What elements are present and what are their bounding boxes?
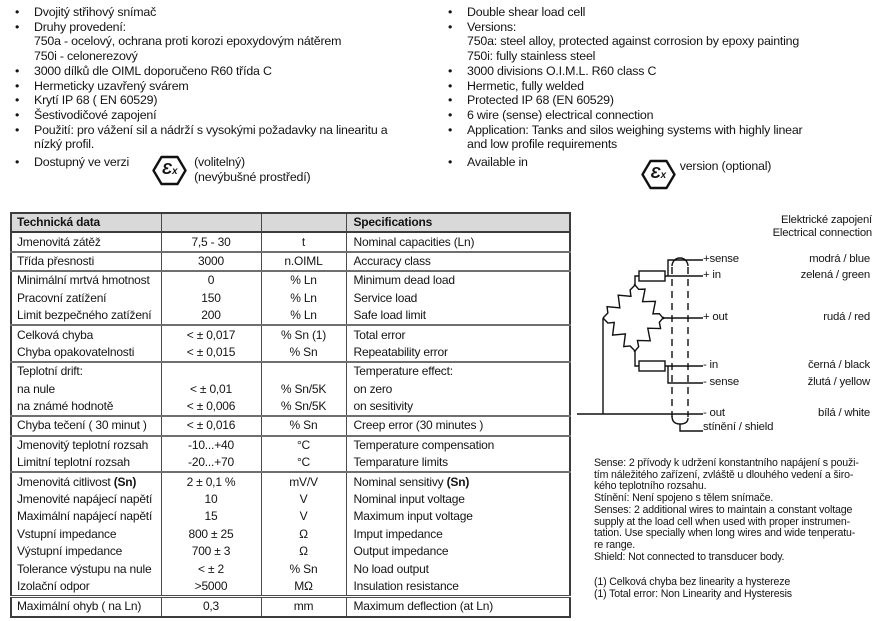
- value-cell: -20...+70: [161, 454, 261, 472]
- table-row: [11, 597, 570, 617]
- ex-atex-icon: [152, 155, 187, 186]
- czech-label-cell: Izolační odpor: [17, 579, 90, 593]
- unit-cell: MΩ: [261, 578, 346, 597]
- signal-label: + in: [703, 269, 721, 281]
- shield-hook: [672, 416, 688, 424]
- table-row: [11, 543, 570, 560]
- value-cell: < ± 0,015: [161, 344, 261, 362]
- value-cell: 7,5 - 30: [161, 232, 261, 251]
- czech-bullet-lines: [10, 5, 442, 152]
- table-row: [11, 491, 570, 508]
- ex-row-text: Available in: [467, 155, 528, 170]
- czech-label-cell: Tolerance výstupu na nule: [17, 561, 152, 576]
- list-item: [10, 108, 442, 123]
- czech-label-cell: Jmenovitý teplotní rozsah: [11, 436, 161, 454]
- list-item: [10, 5, 442, 20]
- signal-label: - out: [703, 407, 725, 419]
- bullet-icon: [443, 137, 467, 152]
- list-item-text: and low profile requirements: [467, 137, 618, 152]
- unit-cell: n.OIML: [261, 252, 346, 271]
- table-row: [11, 526, 570, 543]
- bullet-icon: •: [15, 107, 20, 122]
- bullet-icon: [10, 137, 34, 152]
- english-label-cell: on sesitivity: [353, 399, 413, 414]
- unit-cell: % Sn: [261, 560, 346, 577]
- table-row: [11, 508, 570, 525]
- value-cell: [161, 362, 261, 380]
- note-line: tation. Use specially when long wires and wide tenperatu-: [594, 527, 856, 540]
- list-item-text: 6 wire (sense) electrical connection: [467, 107, 654, 122]
- unit-cell: mV/V: [261, 472, 346, 490]
- intro-czech-list: [10, 5, 442, 186]
- value-cell: 0,3: [161, 597, 261, 617]
- unit-cell: mm: [261, 597, 346, 617]
- bullet-icon: [443, 49, 467, 64]
- czech-label-cell: Chyba opakovatelnosti: [17, 344, 135, 359]
- unit-cell: % Ln: [261, 307, 346, 325]
- value-cell: 700 ± 3: [161, 543, 261, 560]
- value-cell: < ± 0,01: [161, 381, 261, 398]
- value-cell: 2 ± 0,1 %: [161, 472, 261, 490]
- value-cell: 0: [161, 271, 261, 289]
- bullet-icon: •: [15, 19, 20, 34]
- unit-cell: Ω: [261, 526, 346, 543]
- list-item-text: Použití: pro vážení sil a nádrží s vysokými požadavky na linearitu a: [34, 122, 388, 137]
- connection-title-cz: Elektrické zapojení: [780, 214, 872, 226]
- table-row: [11, 381, 570, 398]
- czech-label-cell: na známé hodnotě: [17, 399, 114, 414]
- list-item: [10, 137, 442, 152]
- bullet-icon: •: [15, 63, 20, 78]
- wire-color-label: černá / black: [808, 359, 870, 371]
- bullet-icon: •: [448, 155, 453, 170]
- table-row: [11, 362, 570, 380]
- list-item: [443, 137, 893, 152]
- note-line: Senses: 2 additional wires to maintain a constant voltage: [594, 503, 853, 516]
- czech-label-cell: Výstupní impedance: [17, 544, 123, 559]
- value-cell: < ± 2: [161, 560, 261, 577]
- czech-label-cell: Limitní teplotní rozsah: [17, 455, 130, 470]
- value-cell: 15: [161, 508, 261, 525]
- table-row: [11, 344, 570, 362]
- bullet-icon: •: [448, 78, 453, 93]
- czech-label-cell: Jmenovitá zátěž: [11, 232, 161, 251]
- list-item: [443, 49, 893, 64]
- list-item: [10, 93, 442, 108]
- intro-english-list: [443, 5, 893, 190]
- czech-label-cell: Jmenovité napájecí napětí: [17, 492, 153, 507]
- list-item: [443, 64, 893, 79]
- note-line: Sense: 2 přívody k udržení konstantního napájení s použi-: [594, 457, 859, 469]
- compensation-resistor-icon: [639, 361, 665, 371]
- technical-data-table: [10, 212, 571, 618]
- list-item-text: Dvojitý střihový snímač: [34, 5, 157, 19]
- signal-label: + out: [703, 311, 728, 323]
- list-item-text: Hermeticky uzavřený svárem: [34, 78, 189, 93]
- header-value: [161, 213, 261, 232]
- table-row: [11, 271, 570, 289]
- czech-label-cell: Pracovní zatížení: [17, 290, 107, 305]
- czech-label-cell: Chyba tečení ( 30 minut ): [11, 416, 161, 435]
- signal-label: stínění / shield: [703, 421, 774, 433]
- english-label-cell: Nominal sensitivy (Sn): [346, 472, 570, 490]
- ex-logo-text: Ɛx: [650, 165, 666, 183]
- bullet-icon: •: [448, 107, 453, 122]
- value-cell: 800 ± 25: [161, 526, 261, 543]
- bullet-icon: •: [448, 122, 453, 137]
- unit-cell: % Sn/5K: [261, 398, 346, 416]
- unit-cell: % Sn (1): [261, 325, 346, 343]
- table-row: [11, 454, 570, 472]
- list-item-text: 750a - ocelový, ochrana proti korozi epoxydovým nátěrem: [34, 34, 342, 49]
- compensation-resistor-icon: [639, 271, 665, 281]
- unit-cell: % Ln: [261, 290, 346, 307]
- bullet-icon: [443, 34, 467, 49]
- list-item: [10, 20, 442, 35]
- footnote-line: (1) Total error: Non Linearity and Hysteresis: [594, 587, 792, 600]
- czech-label-cell: na nule: [17, 381, 55, 396]
- list-item-text: Hermetic, fully welded: [467, 78, 584, 93]
- list-item: [10, 79, 442, 94]
- note-line: supply at the load cell when used with proper instrumen-: [594, 515, 850, 528]
- english-label-cell: Output impedance: [353, 544, 449, 559]
- list-item: [10, 64, 442, 79]
- list-item: [443, 79, 893, 94]
- note-line: tím náležitého zařízení, zvláště u dlouhého vedení a širo-: [594, 468, 854, 481]
- list-item: [443, 34, 893, 49]
- bridge-resistor-icon: [630, 314, 667, 356]
- czech-label-cell: Minimální mrtvá hmotnost: [11, 271, 161, 289]
- ex-option-note-en: version (optional): [679, 159, 772, 174]
- english-label-cell: Temperature effect:: [346, 362, 570, 380]
- header-unit: [261, 213, 346, 232]
- wire-color-label: žlutá / yellow: [807, 376, 870, 388]
- czech-label-cell: Teplotní drift:: [11, 362, 161, 380]
- english-label-cell: Maximum deflection (at Ln): [346, 597, 570, 617]
- english-label-cell: Repeatability error: [353, 344, 448, 359]
- english-label-cell: Maximum input voltage: [353, 509, 473, 524]
- list-item-text: 3000 dílků dle OIML doporučeno R60 třída C: [34, 63, 272, 78]
- ex-row-text: Dostupný ve verzi: [34, 155, 130, 170]
- list-item: [443, 5, 893, 20]
- list-item: [10, 49, 442, 64]
- english-label-cell: Service load: [353, 290, 418, 305]
- ex-atex-icon: [641, 159, 676, 190]
- bridge-resistor-icon: [599, 282, 638, 322]
- english-label-cell: Insulation resistance: [353, 579, 459, 593]
- english-label-cell: Total error: [346, 325, 570, 343]
- english-label-cell: Temperature compensation: [346, 436, 570, 454]
- table-row: [11, 560, 570, 577]
- signal-label: +sense: [703, 253, 739, 265]
- unit-cell: % Sn: [261, 344, 346, 362]
- value-cell: 150: [161, 290, 261, 307]
- czech-label-cell: Celková chyba: [11, 325, 161, 343]
- ex-option-note-cz: (volitelný) (nevýbušné prostředí): [194, 155, 311, 184]
- unit-cell: Ω: [261, 543, 346, 560]
- english-label-cell: Creep error (30 minutes ): [346, 416, 570, 435]
- list-item-text: nízký profil.: [34, 137, 95, 152]
- bullet-icon: •: [15, 5, 20, 19]
- bullet-icon: [10, 49, 34, 64]
- table-row: [11, 416, 570, 435]
- shield-stub-wire: [680, 424, 703, 431]
- table-row: [11, 325, 570, 343]
- wire-color-label: modrá / blue: [809, 253, 870, 265]
- cable-shield-dashes: [672, 267, 688, 417]
- list-item: [10, 123, 442, 138]
- bridge-resistor-icon: [599, 315, 638, 355]
- english-label-cell: No load output: [353, 561, 429, 576]
- footnotes: [594, 577, 892, 600]
- list-item: [443, 93, 893, 108]
- unit-cell: °C: [261, 454, 346, 472]
- list-item: [443, 123, 893, 138]
- english-label-cell: Safe load limit: [353, 308, 426, 323]
- bullet-icon: •: [15, 78, 20, 93]
- unit-cell: V: [261, 508, 346, 525]
- available-version-row-cz: [10, 155, 442, 186]
- bullet-icon: •: [448, 19, 453, 34]
- english-label-cell: Imput impedance: [353, 526, 443, 541]
- value-cell: < ± 0,017: [161, 325, 261, 343]
- bullet-icon: •: [15, 93, 20, 108]
- czech-label-cell: Maximální ohyb ( na Ln): [11, 597, 161, 617]
- list-item-text: Šestivodičové zapojení: [34, 107, 157, 122]
- list-item-text: 3000 divisions O.I.M.L. R60 class C: [467, 63, 657, 78]
- english-label-cell: Temparature limits: [353, 455, 448, 470]
- czech-label-cell: Třída přesnosti: [11, 252, 161, 271]
- list-item: [443, 20, 893, 35]
- table-row: [11, 578, 570, 597]
- note-line: Shield: Not connected to transducer body.: [594, 550, 785, 563]
- list-item-text: Protected IP 68 (EN 60529): [467, 93, 614, 108]
- connection-notes: [594, 458, 892, 563]
- list-item-text: 750i - celonerezový: [34, 49, 138, 64]
- english-label-cell: Nominal capacities (Ln): [346, 232, 570, 251]
- table-row: [11, 290, 570, 307]
- list-item-text: Double shear load cell: [467, 5, 586, 19]
- bullet-icon: •: [448, 93, 453, 108]
- connection-title: [660, 214, 872, 239]
- english-label-cell: Accuracy class: [346, 252, 570, 271]
- unit-cell: % Ln: [261, 271, 346, 289]
- unit-cell: t: [261, 232, 346, 251]
- list-item-text: Druhy provedení:: [34, 19, 126, 34]
- signal-label: - sense: [703, 376, 739, 388]
- note-line: kého teplotního rozsahu.: [594, 480, 707, 493]
- table-header-row: [11, 213, 570, 232]
- list-item: [10, 34, 442, 49]
- list-item-text: Application: Tanks and silos weighing systems with highly linear: [467, 122, 803, 137]
- list-item-text: 750i: fully stainless steel: [467, 49, 596, 64]
- list-item-text: Versions:: [467, 19, 517, 34]
- value-cell: 10: [161, 491, 261, 508]
- value-cell: -10...+40: [161, 436, 261, 454]
- czech-label-cell: Maximální napájecí napětí: [17, 509, 153, 524]
- bullet-icon: •: [15, 122, 20, 137]
- note-line: re range.: [594, 538, 636, 551]
- list-item: [443, 108, 893, 123]
- bullet-icon: •: [15, 155, 20, 170]
- value-cell: >5000: [161, 578, 261, 597]
- note-line: Stínění: Není spojeno s tělem snímače.: [594, 492, 774, 505]
- header-english: Specifications: [346, 213, 570, 232]
- czech-label-cell: Vstupní impedance: [17, 526, 117, 541]
- czech-label-cell: Limit bezpečného zatížení: [17, 308, 152, 323]
- value-cell: < ± 0,016: [161, 416, 261, 435]
- wheatstone-bridge-diagram: [575, 245, 705, 440]
- ex-logo-text: Ɛx: [161, 161, 178, 179]
- connection-title-en: Electrical connection: [772, 226, 872, 239]
- list-item-text: Krytí IP 68 ( EN 60529): [34, 93, 158, 108]
- cable-top-cap: [672, 258, 688, 266]
- available-version-row-en: [443, 155, 893, 190]
- unit-cell: °C: [261, 436, 346, 454]
- bridge-resistor-icon: [630, 281, 667, 323]
- unit-cell: V: [261, 491, 346, 508]
- table-row: [11, 307, 570, 325]
- english-label-cell: Nominal input voltage: [353, 492, 465, 507]
- unit-cell: % Sn: [261, 416, 346, 435]
- table-row: [11, 252, 570, 271]
- value-cell: 3000: [161, 252, 261, 271]
- footnote-line: (1) Celková chyba bez linearity a hystereze: [594, 576, 791, 588]
- english-label-cell: on zero: [353, 381, 393, 396]
- english-label-cell: Minimum dead load: [346, 271, 570, 289]
- signal-label: - in: [703, 359, 719, 371]
- english-bullet-lines: [443, 5, 893, 152]
- wire-color-label: zelená / green: [800, 269, 870, 281]
- wire-color-label: rudá / red: [823, 311, 870, 323]
- table-row: [11, 232, 570, 251]
- table-row: [11, 398, 570, 416]
- table-row: [11, 436, 570, 454]
- unit-cell: % Sn/5K: [261, 381, 346, 398]
- wire-color-label: bílá / white: [817, 407, 870, 419]
- bullet-icon: •: [448, 63, 453, 78]
- value-cell: < ± 0,006: [161, 398, 261, 416]
- sense-minus-wire: [668, 366, 703, 383]
- value-cell: 200: [161, 307, 261, 325]
- table-row: [11, 472, 570, 490]
- bullet-icon: [10, 34, 34, 49]
- table-body: [11, 232, 570, 616]
- list-item-text: 750a: steel alloy, protected against corrosion by epoxy painting: [467, 34, 800, 49]
- bullet-icon: •: [448, 5, 453, 19]
- czech-label-cell: Jmenovitá citlivost (Sn): [11, 472, 161, 490]
- unit-cell: [261, 362, 346, 380]
- header-czech: Technická data: [11, 213, 161, 232]
